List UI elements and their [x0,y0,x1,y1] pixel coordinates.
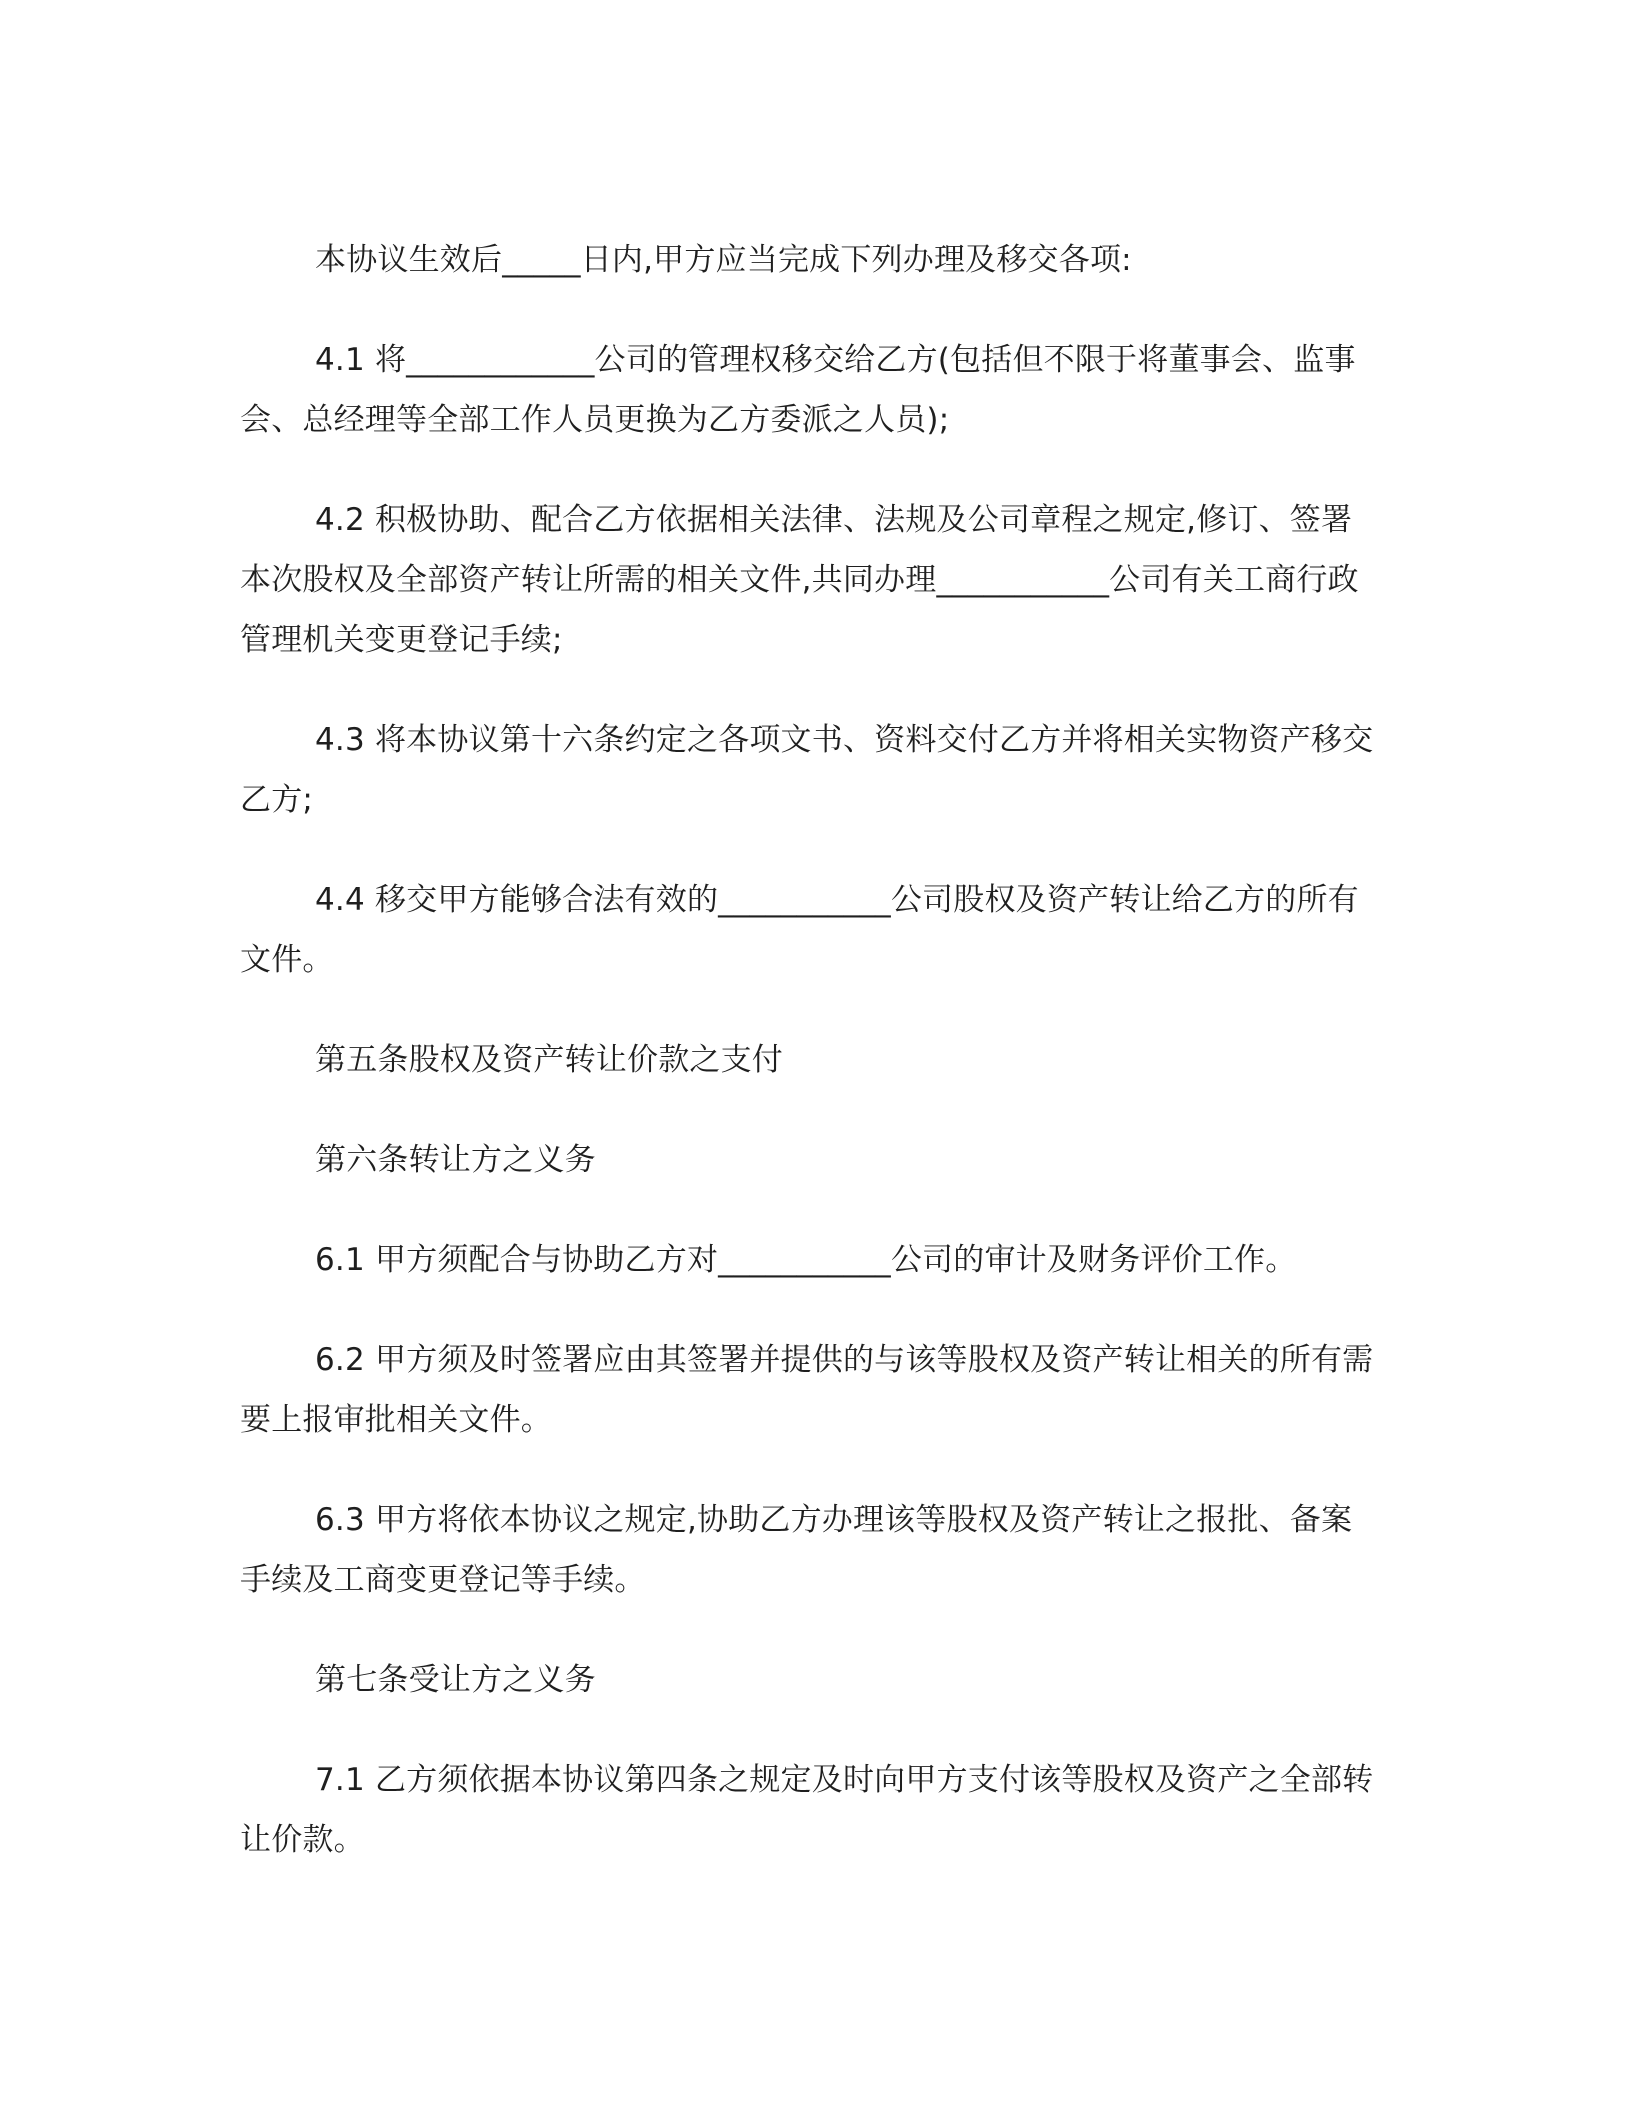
document-body [240,230,1380,1910]
paragraph-4-1: 4.1 将____________公司的管理权移交给乙方(包括但不限于将董事会、监事会、总经理等全部工作人员更换为乙方委派之人员); [240,342,1356,438]
paragraph-4-3: 4.3 将本协议第十六条约定之各项文书、资料交付乙方并将相关实物资产移交乙方; [240,722,1374,818]
article-7-heading: 第七条受让方之义务 [315,1662,596,1698]
paragraph-4-4: 4.4 移交甲方能够合法有效的___________公司股权及资产转让给乙方的所有文件。 [240,882,1359,978]
paragraph-4-2: 4.2 积极协助、配合乙方依据相关法律、法规及公司章程之规定,修订、签署本次股权及全部资产转让所需的相关文件,共同办理___________公司有关工商行政管理机关变更登记手续; [240,502,1359,658]
paragraph-6-2: 6.2 甲方须及时签署应由其签署并提供的与该等股权及资产转让相关的所有需要上报审批相关文件。 [240,1342,1374,1438]
paragraph-6-3: 6.3 甲方将依本协议之规定,协助乙方办理该等股权及资产转让之报批、备案手续及工商变更登记等手续。 [240,1502,1353,1598]
paragraph-handover-intro: 本协议生效后_____日内,甲方应当完成下列办理及移交各项: [315,242,1132,278]
article-6-heading: 第六条转让方之义务 [315,1142,596,1178]
paragraph-6-1: 6.1 甲方须配合与协助乙方对___________公司的审计及财务评价工作。 [315,1242,1297,1278]
article-5-heading: 第五条股权及资产转让价款之支付 [315,1042,783,1078]
paragraph-7-1: 7.1 乙方须依据本协议第四条之规定及时向甲方支付该等股权及资产之全部转让价款。 [240,1762,1374,1858]
